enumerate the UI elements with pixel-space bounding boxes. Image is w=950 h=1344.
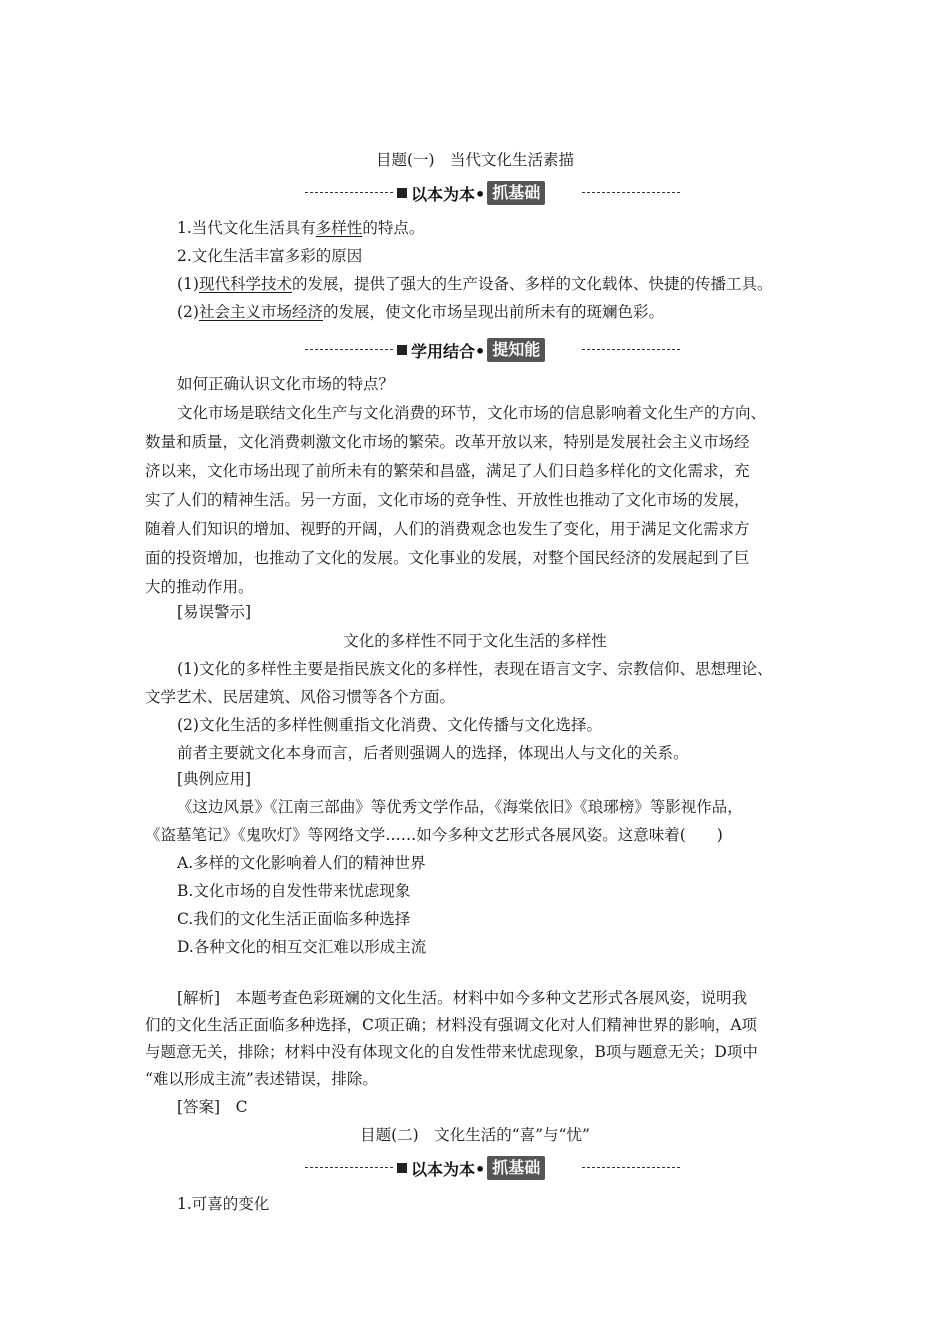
banner-dash-left [305,192,393,193]
option-b: B.文化市场的自发性带来忧虑现象 [177,882,411,900]
section-title-1: 目题(一) 当代文化生活素描 [375,151,575,169]
analysis-line: “难以形成主流”表述错误，排除。 [145,1070,378,1088]
analysis-line: 与题意无关，排除；材料中没有体现文化的自发性带来忧虑现象，B项与题意无关；D项中 [145,1043,758,1061]
banner-highlight: 抓基础 [487,1156,545,1180]
warning-label: [易误警示] [177,603,252,621]
banner-text: 以本为本• [411,184,486,204]
basics-item-2: 2.文化生活丰富多彩的原因 [177,247,363,265]
warning-title: 文化的多样性不同于文化生活的多样性 [343,632,607,650]
banner-text: 以本为本• [411,1159,486,1179]
option-a: A.多样的文化影响着人们的精神世界 [177,854,426,872]
example-line: 《盗墓笔记》《鬼吹灯》等网络文学……如今多种文艺形式各展风姿。这意味着( ) [145,826,723,844]
paragraph-line: 文化市场是联结文化生产与文化消费的环节，文化市场的信息影响着文化生产的方向、 [177,404,767,422]
paragraph-line: 大的推动作用。 [145,578,254,596]
warning-line: 前者主要就文化本身而言，后者则强调人的选择，体现出人与文化的关系。 [177,744,689,762]
warning-line: (1)文化的多样性主要是指民族文化的多样性，表现在语言文字、宗教信仰、思想理论、 [177,660,773,678]
banner-application [305,337,680,363]
section2-item-1: 1.可喜的变化 [177,1195,270,1213]
warning-line: 文学艺术、民居建筑、风俗习惯等各个方面。 [145,688,456,706]
banner-content [397,1155,545,1181]
paragraph-line: 面的投资增加，也推动了文化的发展。文化事业的发展，对整个国民经济的发展起到了巨 [145,549,750,567]
banner-dash-left [305,1167,393,1168]
banner-dash-right [582,192,680,193]
section-title-2: 目题(二) 文化生活的“喜”与“忧” [360,1126,590,1144]
option-d: D.各种文化的相互交汇难以形成主流 [177,938,427,956]
analysis-line: [解析] 本题考查色彩斑斓的文化生活。材料中如今多种文艺形式各展风姿，说明我 [177,989,748,1007]
banner-dash-left [305,349,393,350]
paragraph-line: 济以来，文化市场出现了前所未有的繁荣和昌盛，满足了人们日趋多样化的文化需求，充 [145,462,750,480]
banner-dash-right [582,1167,680,1168]
square-bullet-icon [397,1163,407,1173]
option-c: C.我们的文化生活正面临多种选择 [177,910,411,928]
question-text: 如何正确认识文化市场的特点？ [177,375,395,393]
analysis-line: 们的文化生活正面临多种选择，C项正确；材料没有强调文化对人们精神世界的影响，A项 [145,1016,758,1034]
basics-item-3: (1)现代科学技术的发展，提供了强大的生产设备、多样的文化载体、快捷的传播工具。 [177,275,773,293]
banner-dash-right [582,349,680,350]
underlined-term: 社会主义市场经济 [198,303,323,321]
banner-text: 学用结合• [411,341,486,361]
basics-item-1: 1.当代文化生活具有多样性的特点。 [177,219,425,237]
square-bullet-icon [397,345,407,355]
banner-basics-1 [305,180,680,206]
paragraph-line: 实了人们的精神生活。另一方面，文化市场的竞争性、开放性也推动了文化市场的发展， [145,491,750,509]
banner-highlight: 提知能 [487,338,545,362]
warning-line: (2)文化生活的多样性侧重指文化消费、文化传播与文化选择。 [177,716,602,734]
basics-item-4: (2)社会主义市场经济的发展，使文化市场呈现出前所未有的斑斓色彩。 [177,303,664,321]
banner-content [397,337,545,363]
paragraph-line: 数量和质量，文化消费刺激文化市场的繁荣。改革开放以来，特别是发展社会主义市场经 [145,433,750,451]
banner-content [397,180,545,206]
banner-basics-2 [305,1155,680,1181]
paragraph-line: 随着人们知识的增加、视野的开阔，人们的消费观念也发生了变化，用于满足文化需求方 [145,520,750,538]
underlined-term: 多样性 [315,219,363,237]
banner-highlight: 抓基础 [487,181,545,205]
example-line: 《这边风景》《江南三部曲》等优秀文学作品，《海棠依旧》《琅琊榜》等影视作品， [177,798,743,816]
square-bullet-icon [397,188,407,198]
example-label: [典例应用] [177,770,252,788]
underlined-term: 现代科学技术 [198,275,292,293]
answer-text: [答案] C [177,1098,248,1116]
